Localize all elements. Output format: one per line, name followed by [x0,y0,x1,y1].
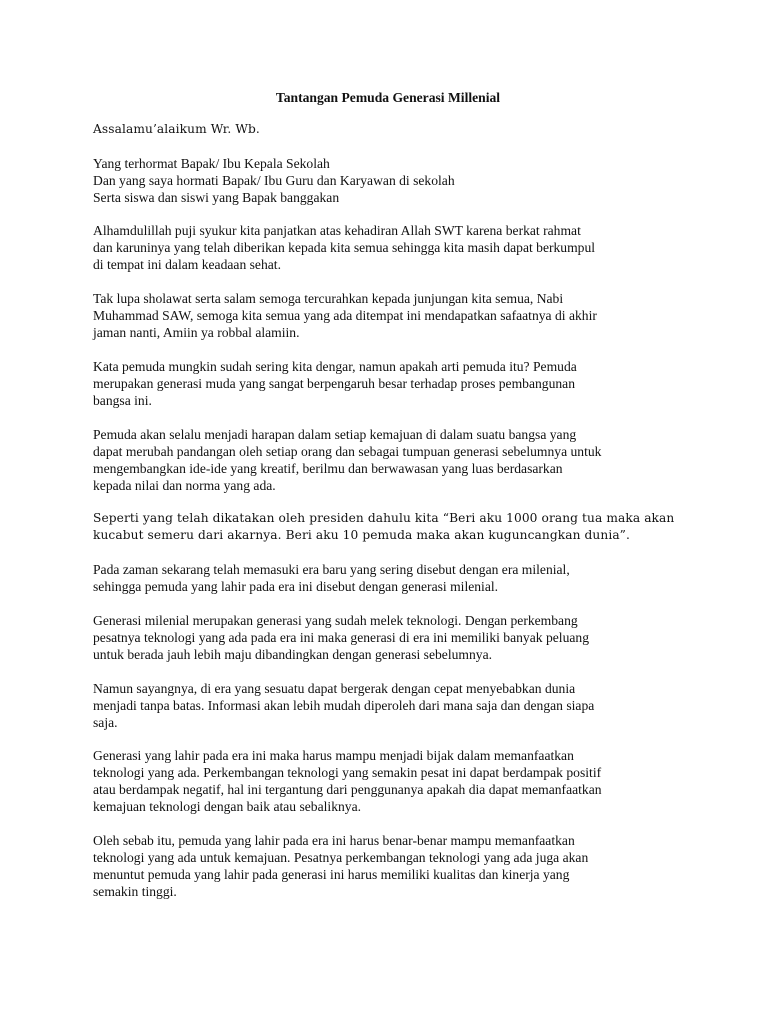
paragraph-line: menjadi tanpa batas. Informasi akan lebih mudah diperoleh dari mana saja dan dengan siapa [93,698,595,713]
paragraph-line: teknologi yang ada. Perkembangan teknologi yang semakin pesat ini dapat berdampak positif [93,765,602,780]
paragraph-line: teknologi yang ada untuk kemajuan. Pesatnya perkembangan teknologi yang ada juga akan [93,850,589,865]
paragraph-line: Namun sayangnya, di era yang sesuatu dapat bergerak dengan cepat menyebabkan dunia [93,681,576,696]
paragraph-line: dan karuninya yang telah diberikan kepada kita semua sehingga kita masih dapat berkumpul [93,240,596,255]
paragraph-line: atau berdampak negatif, hal ini tergantung dari penggunanya apakah dia dapat memanfaatkan [93,782,602,797]
paragraph-line: Pada zaman sekarang telah memasuki era baru yang sering disebut dengan era milenial, [93,562,570,577]
quote-line: Seperti yang telah dikatakan oleh presiden dahulu kita “Beri aku 1000 orang tua maka akan [93,511,675,525]
paragraph-line: bangsa ini. [93,393,152,408]
paragraph-line: sehingga pemuda yang lahir pada era ini disebut dengan generasi milenial. [93,579,499,594]
paragraph-line: saja. [93,715,118,730]
paragraph-line: Tak lupa sholawat serta salam semoga tercurahkan kepada junjungan kita semua, Nabi [93,291,564,306]
salutation-line: Yang terhormat Bapak/ Ibu Kepala Sekolah [93,156,330,171]
paragraph-line: Pemuda akan selalu menjadi harapan dalam setiap kemajuan di dalam suatu bangsa yang [93,427,577,442]
paragraph-line: merupakan generasi muda yang sangat berpengaruh besar terhadap proses pembangunan [93,376,576,391]
paragraph-line: semakin tinggi. [93,884,177,899]
paragraph-line: kemajuan teknologi dengan baik atau sebaliknya. [93,799,362,814]
paragraph-line: Muhammad SAW, semoga kita semua yang ada ditempat ini mendapatkan safaatnya di akhir [93,308,597,323]
paragraph-line: menuntut pemuda yang lahir pada generasi ini harus memiliki kualitas dan kinerja yang [93,867,570,882]
document-title: Tantangan Pemuda Generasi Millenial [275,90,501,105]
paragraph-line: Generasi milenial merupakan generasi yang sudah melek teknologi. Dengan perkembang [93,613,578,628]
salutation-line: Serta siswa dan siswi yang Bapak banggakan [93,190,340,205]
paragraph-line: untuk berada jauh lebih maju dibandingkan dengan generasi sebelumnya. [93,647,493,662]
quote-line: kucabut semeru dari akarnya. Beri aku 10 pemuda maka akan kuguncangkan dunia”. [93,528,630,542]
salutation-line: Dan yang saya hormati Bapak/ Ibu Guru dan Karyawan di sekolah [93,173,455,188]
paragraph-line: Oleh sebab itu, pemuda yang lahir pada era ini harus benar-benar mampu memanfaatkan [93,833,575,848]
paragraph-line: Generasi yang lahir pada era ini maka harus mampu menjadi bijak dalam memanfaatkan [93,748,574,763]
greeting: Assalamu’alaikum Wr. Wb. [93,122,260,136]
paragraph-line: jaman nanti, Amiin ya robbal alamiin. [93,325,300,340]
paragraph-line: dapat merubah pandangan oleh setiap orang dan sebagai tumpuan generasi sebelumnya untuk [93,444,602,459]
paragraph-line: Alhamdulillah puji syukur kita panjatkan atas kehadiran Allah SWT karena berkat rahmat [93,223,581,238]
paragraph-line: mengembangkan ide-ide yang kreatif, berilmu dan berwawasan yang luas berdasarkan [93,461,563,476]
paragraph-line: kepada nilai dan norma yang ada. [93,478,276,493]
paragraph-line: Kata pemuda mungkin sudah sering kita dengar, namun apakah arti pemuda itu? Pemuda [93,359,577,374]
paragraph-line: pesatnya teknologi yang ada pada era ini maka generasi di era ini memiliki banyak peluang [93,630,589,645]
paragraph-line: di tempat ini dalam keadaan sehat. [93,257,281,272]
